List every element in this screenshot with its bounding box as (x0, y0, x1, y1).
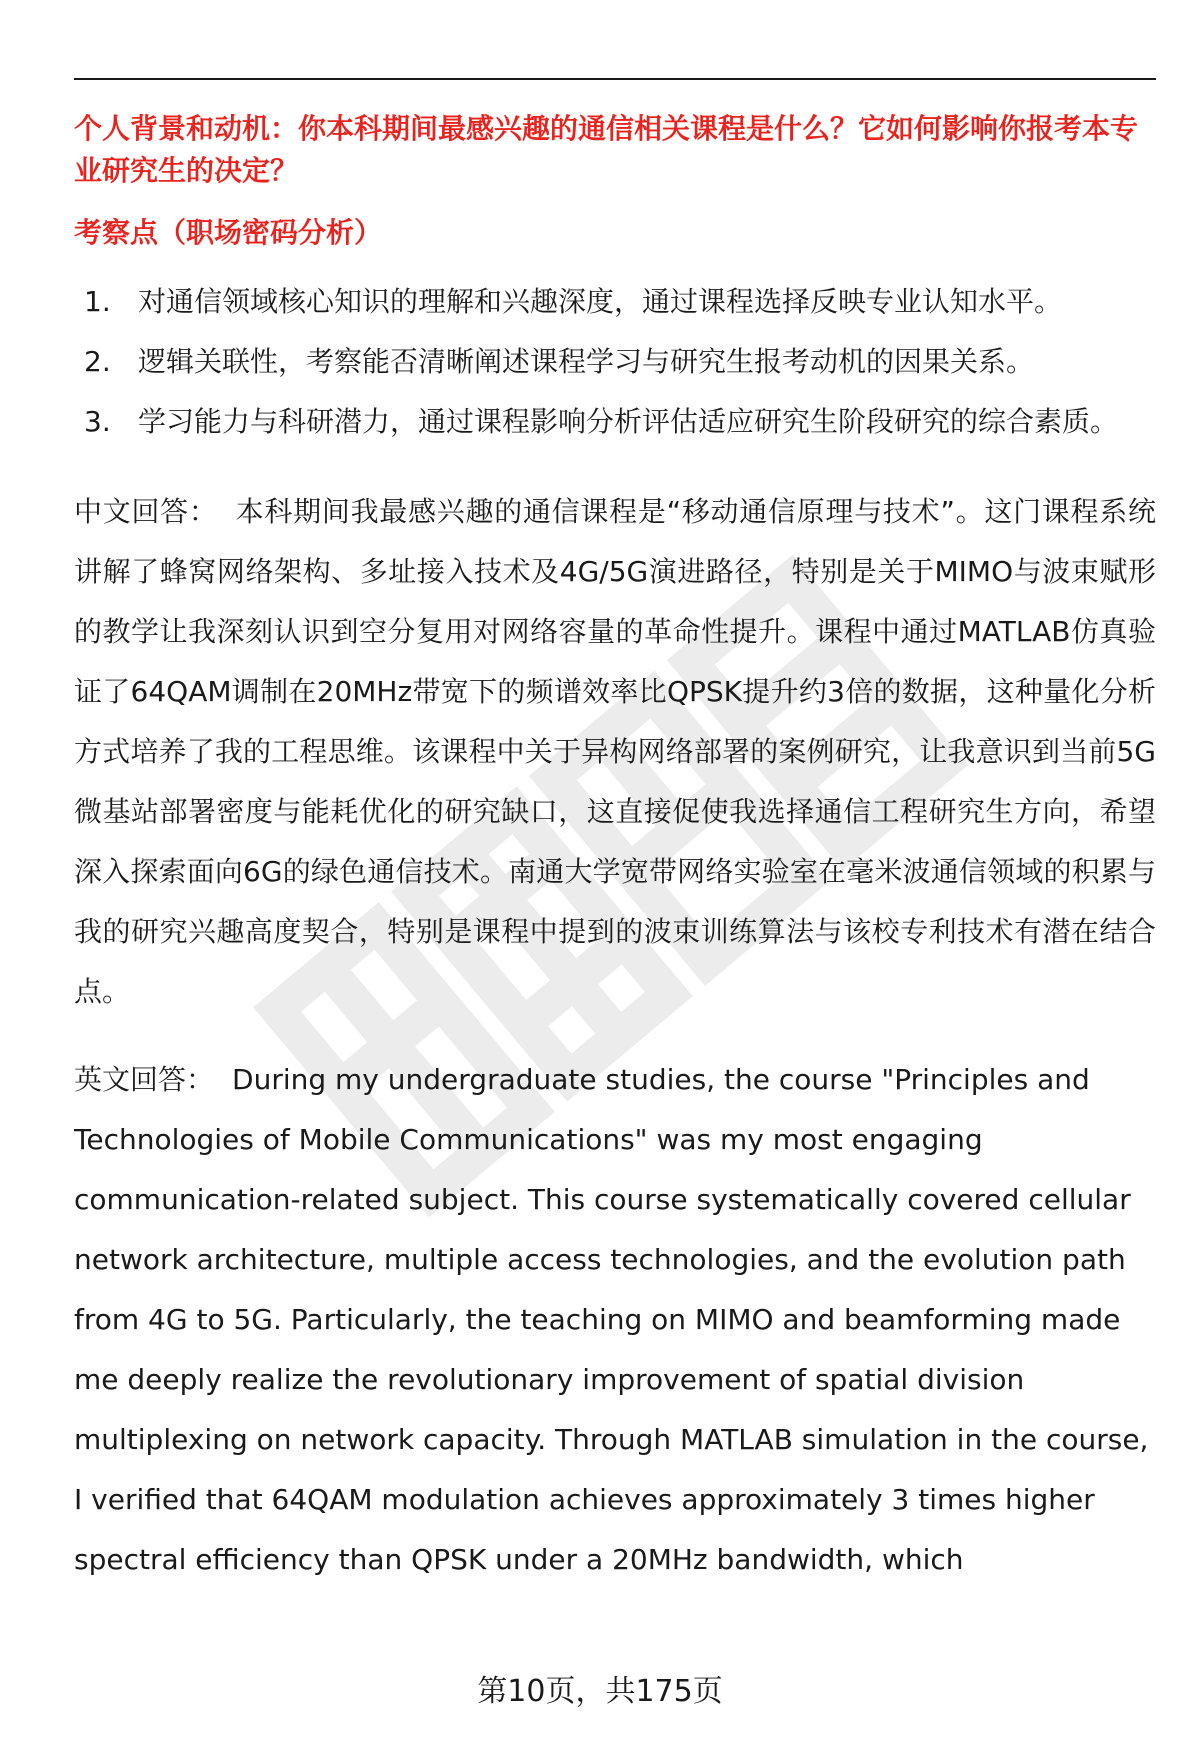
point-text: 逻辑关联性，考察能否清晰阐述课程学习与研究生报考动机的因果关系。 (138, 345, 1035, 378)
english-answer-text: During my undergraduate studies, the course "Principles and Technologies of Mobile Communications" was my most engaging communication-related subject. This course systematically covered cellular network architecture, multiple access technologies, and the evolution path from 4G to 5G. Particularly, the teaching on MIMO and beamforming made me deeply realize the revolutionary improvement of spatial division multiplexing on network capacity. Through MATLAB simulation in the course, I verified that 64QAM modulation achieves approximately 3 times higher spectral efficiency than QPSK under a 20MHz bandwidth, which (74, 1063, 1149, 1576)
assessment-point (74, 272, 1156, 332)
assessment-point (74, 392, 1156, 452)
assessment-point (74, 332, 1156, 392)
top-divider (74, 78, 1156, 80)
english-answer-label: 英文回答： (74, 1063, 215, 1096)
question-heading: 个人背景和动机：你本科期间最感兴趣的通信相关课程是什么？它如何影响你报考本专业研究生的决定？ (74, 112, 1139, 187)
point-number: 2. (84, 345, 111, 378)
chinese-answer-label: 中文回答： (74, 495, 218, 528)
chinese-answer-text: 本科期间我最感兴趣的通信课程是“移动通信原理与技术”。这门课程系统讲解了蜂窝网络架构、多址接入技术及4G/5G演进路径，特别是关于MIMO与波束赋形的教学让我深刻认识到空分复用对网络容量的革命性提升。课程中通过MATLAB仿真验证了64QAM调制在20MHz带宽下的频谱效率比QPSK提升约3倍的数据，这种量化分析方式培养了我的工程思维。该课程中关于异构网络部署的案例研究，让我意识到当前5G微基站部署密度与能耗优化的研究缺口，这直接促使我选择通信工程研究生方向，希望深入探索面向6G的绿色通信技术。南通大学宽带网络实验室在毫米波通信领域的积累与我的研究兴趣高度契合，特别是课程中提到的波束训练算法与该校专利技术有潜在结合点。 (74, 495, 1156, 1008)
point-text: 学习能力与科研潜力，通过课程影响分析评估适应研究生阶段研究的综合素质。 (138, 405, 1119, 438)
point-number: 3. (84, 405, 111, 438)
assessment-title: 考察点（职场密码分析） (74, 216, 383, 249)
assessment-points (74, 272, 1156, 452)
english-answer (74, 1050, 1156, 1590)
page-number: 第10页，共175页 (477, 1674, 723, 1709)
point-text: 对通信领域核心知识的理解和兴趣深度，通过课程选择反映专业认知水平。 (138, 285, 1063, 318)
page-content (74, 108, 1156, 1590)
chinese-answer (74, 482, 1156, 1022)
point-number: 1. (84, 285, 111, 318)
